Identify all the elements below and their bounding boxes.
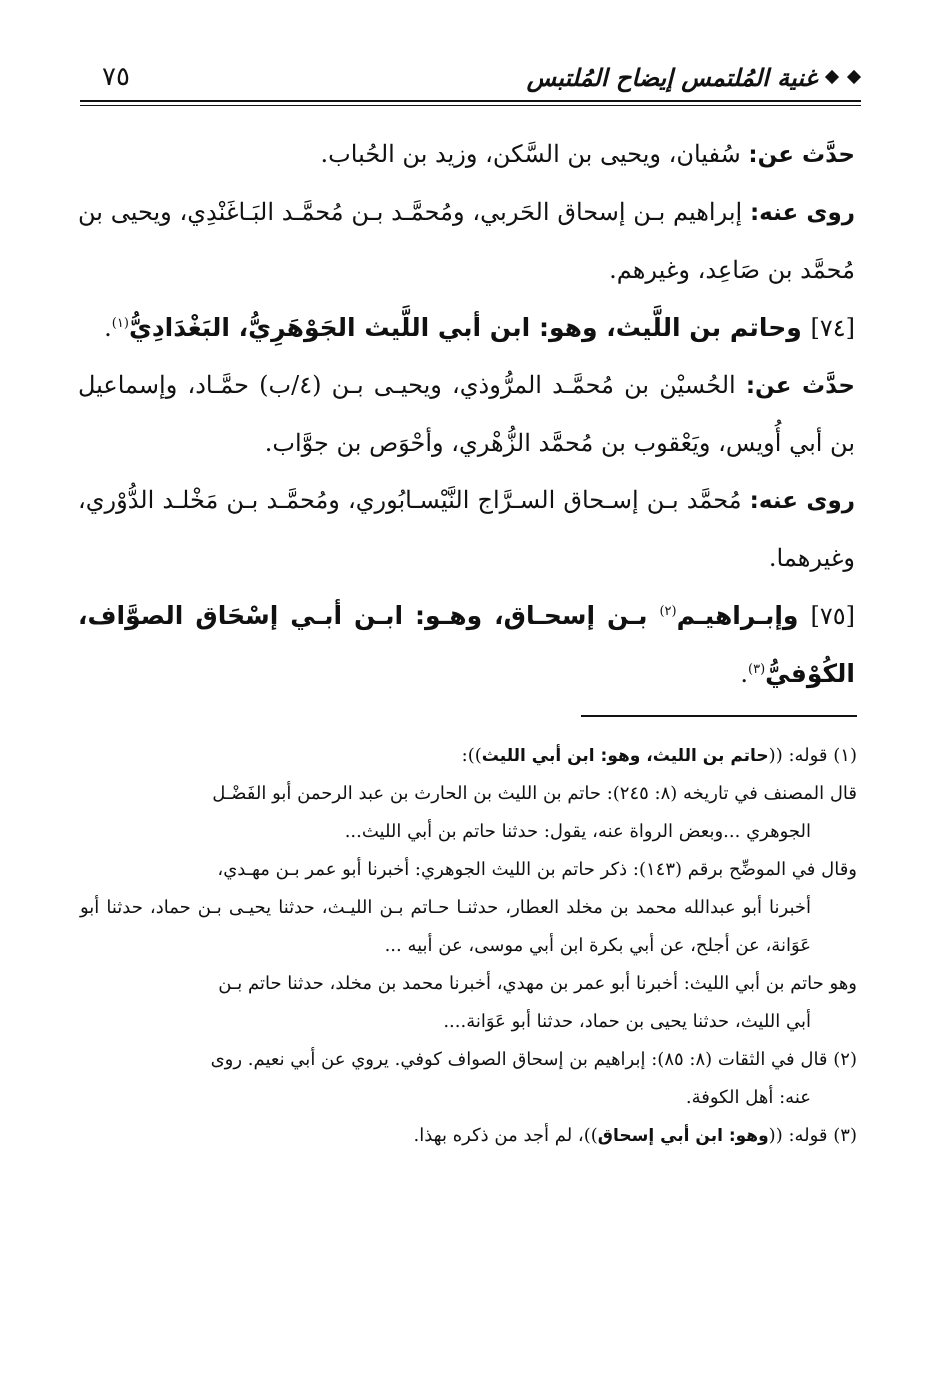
footnote-quote: وهو: ابن أبي إسحاق (597, 1126, 769, 1146)
paragraph-haddath-an-2 (78, 357, 855, 472)
entry-end: . (104, 314, 112, 342)
paragraph-lead: روى عنه: (749, 488, 855, 514)
paragraph-text: سُفيان، ويحيى بن السَّكن، وزيد بن الحُباب. (320, 140, 749, 168)
footnote-text: (٢) قال في الثقات (٨: ٨٥): إبراهيم بن إسحاق الصواف كوفي. يروي عن أبي نعيم. روى (210, 1049, 857, 1070)
footnote-text-cont: أبي الليث، حدثنا يحيى بن حماد، حدثنا أبو عَوَانة.... (443, 1011, 811, 1032)
footnote-number: (١) قوله: (( (768, 745, 857, 766)
footnote-quote-end: ))، لم أجد من ذكره بهذا. (413, 1125, 598, 1146)
entry-end: . (740, 660, 749, 688)
footnote-text: قال المصنف في تاريخه (٨: ٢٤٥): حاتم بن الليث بن الحارث بن عبد الرحمن أبو الفَضْـل (212, 783, 857, 804)
footnote-text-cont: الجوهري ...وبعض الرواة عنه، يقول: حدثنا حاتم بن أبي الليث... (344, 821, 811, 842)
paragraph-lead: حدَّث عن: (748, 142, 855, 168)
paragraph-rawa-anhu-1 (78, 184, 855, 299)
paragraph-text: مُحمَّد بـن إسـحاق السـرَّاج النَّيْسـابُوري، ومُحمَّـد بـن مَخْلـد الدُّوْري، وغيرهما. (78, 486, 855, 572)
entry-74 (78, 299, 855, 357)
footnote-text: وقال في الموضِّح برقم (١٤٣): ذكر حاتم بن الليث الجوهري: أخبرنا أبو عمر بـن مهـدي، (217, 859, 857, 880)
footnote-1-heading (80, 737, 857, 775)
footnotes (80, 737, 857, 1155)
paragraph-text: إبراهيم بـن إسحاق الحَربي، ومُحمَّـد بـن مُحمَّـد البَـاغَنْدِي، ويحيى بن مُحمَّد بن صَاعِد، وغيرهم. (78, 198, 855, 284)
footnote-number: (٣) قوله: (( (768, 1125, 857, 1146)
paragraph-lead: روى عنه: (749, 200, 856, 226)
footnote-3 (80, 1117, 857, 1155)
footnote-text-cont: أخبرنا أبو عبدالله محمد بن مخلد العطار، حدثنـا حـاتم بـن الليـث، حدثنا يحيـى بـن حماد، حدثنا أبو عَوَانة، عن أجلح، عن أبي بكرة ابن أبي موسى، عن أبيه ... (80, 897, 811, 956)
footnote-text-cont: عنه: أهل الكوفة. (685, 1087, 811, 1108)
entry-title: وإبـراهيـم (676, 601, 811, 630)
footnote-ref-1[interactable]: (١) (111, 316, 129, 331)
paragraph-rawa-anhu-2 (78, 472, 855, 587)
main-text (78, 126, 855, 703)
entry-title-cont: بـن إسحـاق، وهـو: ابـن أبـي إسْحَاق الصوَّاف، الكُوْفيُّ (78, 601, 855, 688)
paragraph-text: الحُسيْن بن مُحمَّـد المرُّوذي، ويحيـى بـن (٤/ب) حمَّـاد، وإسماعيل بن أبي أُويس، ويَعْقوب بن مُحمَّد الزُّهْري، وأحْوَص بن جوَّاب. (78, 371, 855, 457)
page-number: ٧٥ (102, 62, 130, 92)
footnote-1-line-1 (80, 775, 857, 851)
footnote-2 (80, 1041, 857, 1117)
footnote-text: وهو حاتم بن أبي الليث: أخبرنا أبو عمر بن مهدي، أخبرنا محمد بن مخلد، حدثنا حاتم بـن (218, 973, 857, 994)
entry-number: [٧٥] (810, 602, 855, 630)
diamond-ornament-icon (825, 70, 839, 84)
running-title-text: غنية المُلتمس إيضاح المُلتبس (526, 62, 817, 92)
entry-number: [٧٤] (810, 314, 855, 342)
paragraph-lead: حدَّث عن: (745, 373, 856, 399)
footnote-1-line-3 (80, 965, 857, 1041)
entry-title: وحاتم بن اللَّيث، وهو: ابن أبي اللَّيث الجَوْهَرِيُّ، البَغْدَادِيُّ (128, 313, 811, 342)
header-rule (80, 100, 861, 106)
running-title (527, 63, 861, 92)
footnote-1-line-2 (80, 851, 857, 965)
footnote-ref-3[interactable]: (٣) (748, 662, 766, 677)
footnote-quote-end: )): (461, 745, 482, 766)
paragraph-haddath-an-1 (78, 126, 855, 184)
entry-75 (78, 587, 855, 703)
diamond-ornament-icon (847, 70, 861, 84)
footnote-separator (581, 715, 857, 717)
page-header (80, 55, 861, 99)
footnote-ref-2[interactable]: (٢) (659, 604, 677, 619)
footnote-quote: حاتم بن الليث، وهو: ابن أبي الليث (481, 746, 769, 766)
